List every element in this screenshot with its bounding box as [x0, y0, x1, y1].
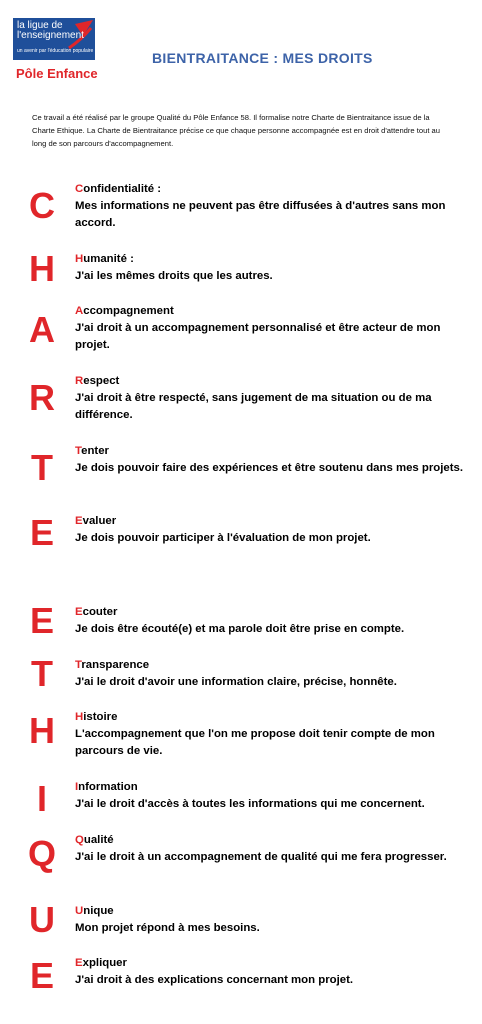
entry-heading-rest: ualité	[83, 834, 114, 846]
entry-heading	[75, 657, 465, 674]
entry-heading	[75, 443, 465, 460]
entry-heading-rest: valuer	[82, 515, 117, 527]
entry-description: J'ai droit à des explications concernant mon projet.	[75, 974, 354, 986]
entry-description: J'ai droit à un accompagnement personnalisé et être acteur de mon projet.	[75, 322, 441, 351]
entry-heading-rest: xpliquer	[82, 957, 127, 969]
entry-initial: T	[75, 659, 82, 671]
intro-paragraph: Ce travail a été réalisé par le groupe Qualité du Pôle Enfance 58. Il formalise notre Charte de Bientraitance issue de la Charte Ethique. La Charte de Bientraitance précise ce que chaque personne accompagnée est en droit d'attendre tout au long de son parcours d'accompagnement.	[32, 113, 440, 148]
entry-initial: C	[75, 183, 84, 195]
entry-heading	[75, 303, 465, 320]
acrostic-letter: H	[29, 710, 55, 751]
entry-description: J'ai les mêmes droits que les autres.	[75, 270, 273, 282]
charter-entry	[75, 779, 465, 813]
charter-entry	[75, 657, 465, 691]
logo-text-line1: la ligue de	[17, 20, 63, 31]
entry-initial: E	[75, 606, 83, 618]
entry-initial: R	[75, 375, 84, 387]
charter-entry	[75, 903, 465, 937]
entry-heading-rest: nformation	[78, 781, 138, 793]
acrostic-letter: I	[36, 778, 47, 819]
acrostic-letter: E	[29, 600, 54, 641]
entry-description: J'ai le droit à un accompagnement de qualité qui me fera progresser.	[75, 851, 447, 863]
acrostic-letter: Q	[27, 833, 56, 874]
entry-initial: U	[75, 905, 84, 917]
charter-entry	[75, 832, 465, 866]
charter-entry	[75, 251, 465, 285]
entry-description: J'ai droit à être respecté, sans jugement de ma situation ou de ma différence.	[75, 392, 432, 421]
acrostic-letter: H	[29, 248, 55, 289]
entry-heading-rest: enter	[81, 445, 109, 457]
entry-initial: E	[75, 515, 83, 527]
charter-entry	[75, 955, 465, 989]
entry-initial: A	[75, 305, 84, 317]
charter-entry	[75, 443, 465, 477]
charter-entry	[75, 373, 465, 424]
entry-description: J'ai le droit d'accès à toutes les informations qui me concernent.	[75, 798, 425, 810]
entry-initial: H	[75, 711, 84, 723]
charter-entry	[75, 709, 465, 760]
entry-heading	[75, 373, 465, 390]
charter-entry	[75, 303, 465, 354]
entry-heading-rest: onfidentialité :	[83, 183, 162, 195]
entry-initial: T	[75, 445, 82, 457]
charter-entry	[75, 181, 465, 232]
entry-heading-rest: espect	[83, 375, 120, 387]
entry-initial: Q	[75, 834, 84, 846]
entry-heading	[75, 251, 465, 268]
acrostic-letter: U	[29, 899, 55, 940]
acrostic-letter: A	[29, 309, 55, 350]
entry-initial: H	[75, 253, 84, 265]
entry-description: Je dois être écouté(e) et ma parole doit être prise en compte.	[75, 623, 405, 635]
entry-initial: E	[75, 957, 83, 969]
entry-heading	[75, 903, 465, 920]
acrostic-letter: E	[29, 512, 54, 553]
entry-description: J'ai le droit d'avoir une information claire, précise, honnête.	[75, 676, 397, 688]
entry-heading	[75, 604, 465, 621]
entry-heading	[75, 709, 465, 726]
organization-logo	[13, 18, 95, 60]
charter-entry	[75, 604, 465, 638]
entry-heading-rest: ccompagnement	[83, 305, 174, 317]
entry-description: Mes informations ne peuvent pas être diffusées à d'autres sans mon accord.	[75, 200, 446, 229]
entry-initial: I	[75, 781, 79, 793]
entry-description: L'accompagnement que l'on me propose doit tenir compte de mon parcours de vie.	[75, 728, 435, 757]
entry-description: Mon projet répond à mes besoins.	[75, 922, 260, 934]
acrostic-letter: T	[31, 653, 53, 694]
acrostic-letter: T	[31, 447, 53, 488]
acrostic-letter: R	[29, 377, 55, 418]
acrostic-letter: C	[29, 185, 55, 226]
entry-description: Je dois pouvoir faire des expériences et être soutenu dans mes projets.	[75, 462, 464, 474]
entry-heading	[75, 513, 465, 530]
entry-heading-rest: nique	[83, 905, 114, 917]
entry-heading-rest: istoire	[83, 711, 118, 723]
entry-description: Je dois pouvoir participer à l'évaluation de mon projet.	[75, 532, 371, 544]
entry-heading	[75, 832, 465, 849]
entry-heading-rest: couter	[82, 606, 118, 618]
logo-tagline: un avenir par l'éducation populaire	[17, 48, 94, 54]
pole-label: Pôle Enfance	[16, 66, 98, 81]
entry-heading	[75, 181, 465, 198]
entry-heading	[75, 955, 465, 972]
acrostic-letter: E	[29, 955, 54, 996]
logo-text-line2: l'enseignement	[17, 30, 84, 41]
entry-heading-rest: umanité :	[83, 253, 134, 265]
page-title: BIENTRAITANCE : MES DROITS	[152, 50, 373, 66]
entry-heading-rest: ransparence	[81, 659, 150, 671]
entry-heading	[75, 779, 465, 796]
charter-entry	[75, 513, 465, 547]
